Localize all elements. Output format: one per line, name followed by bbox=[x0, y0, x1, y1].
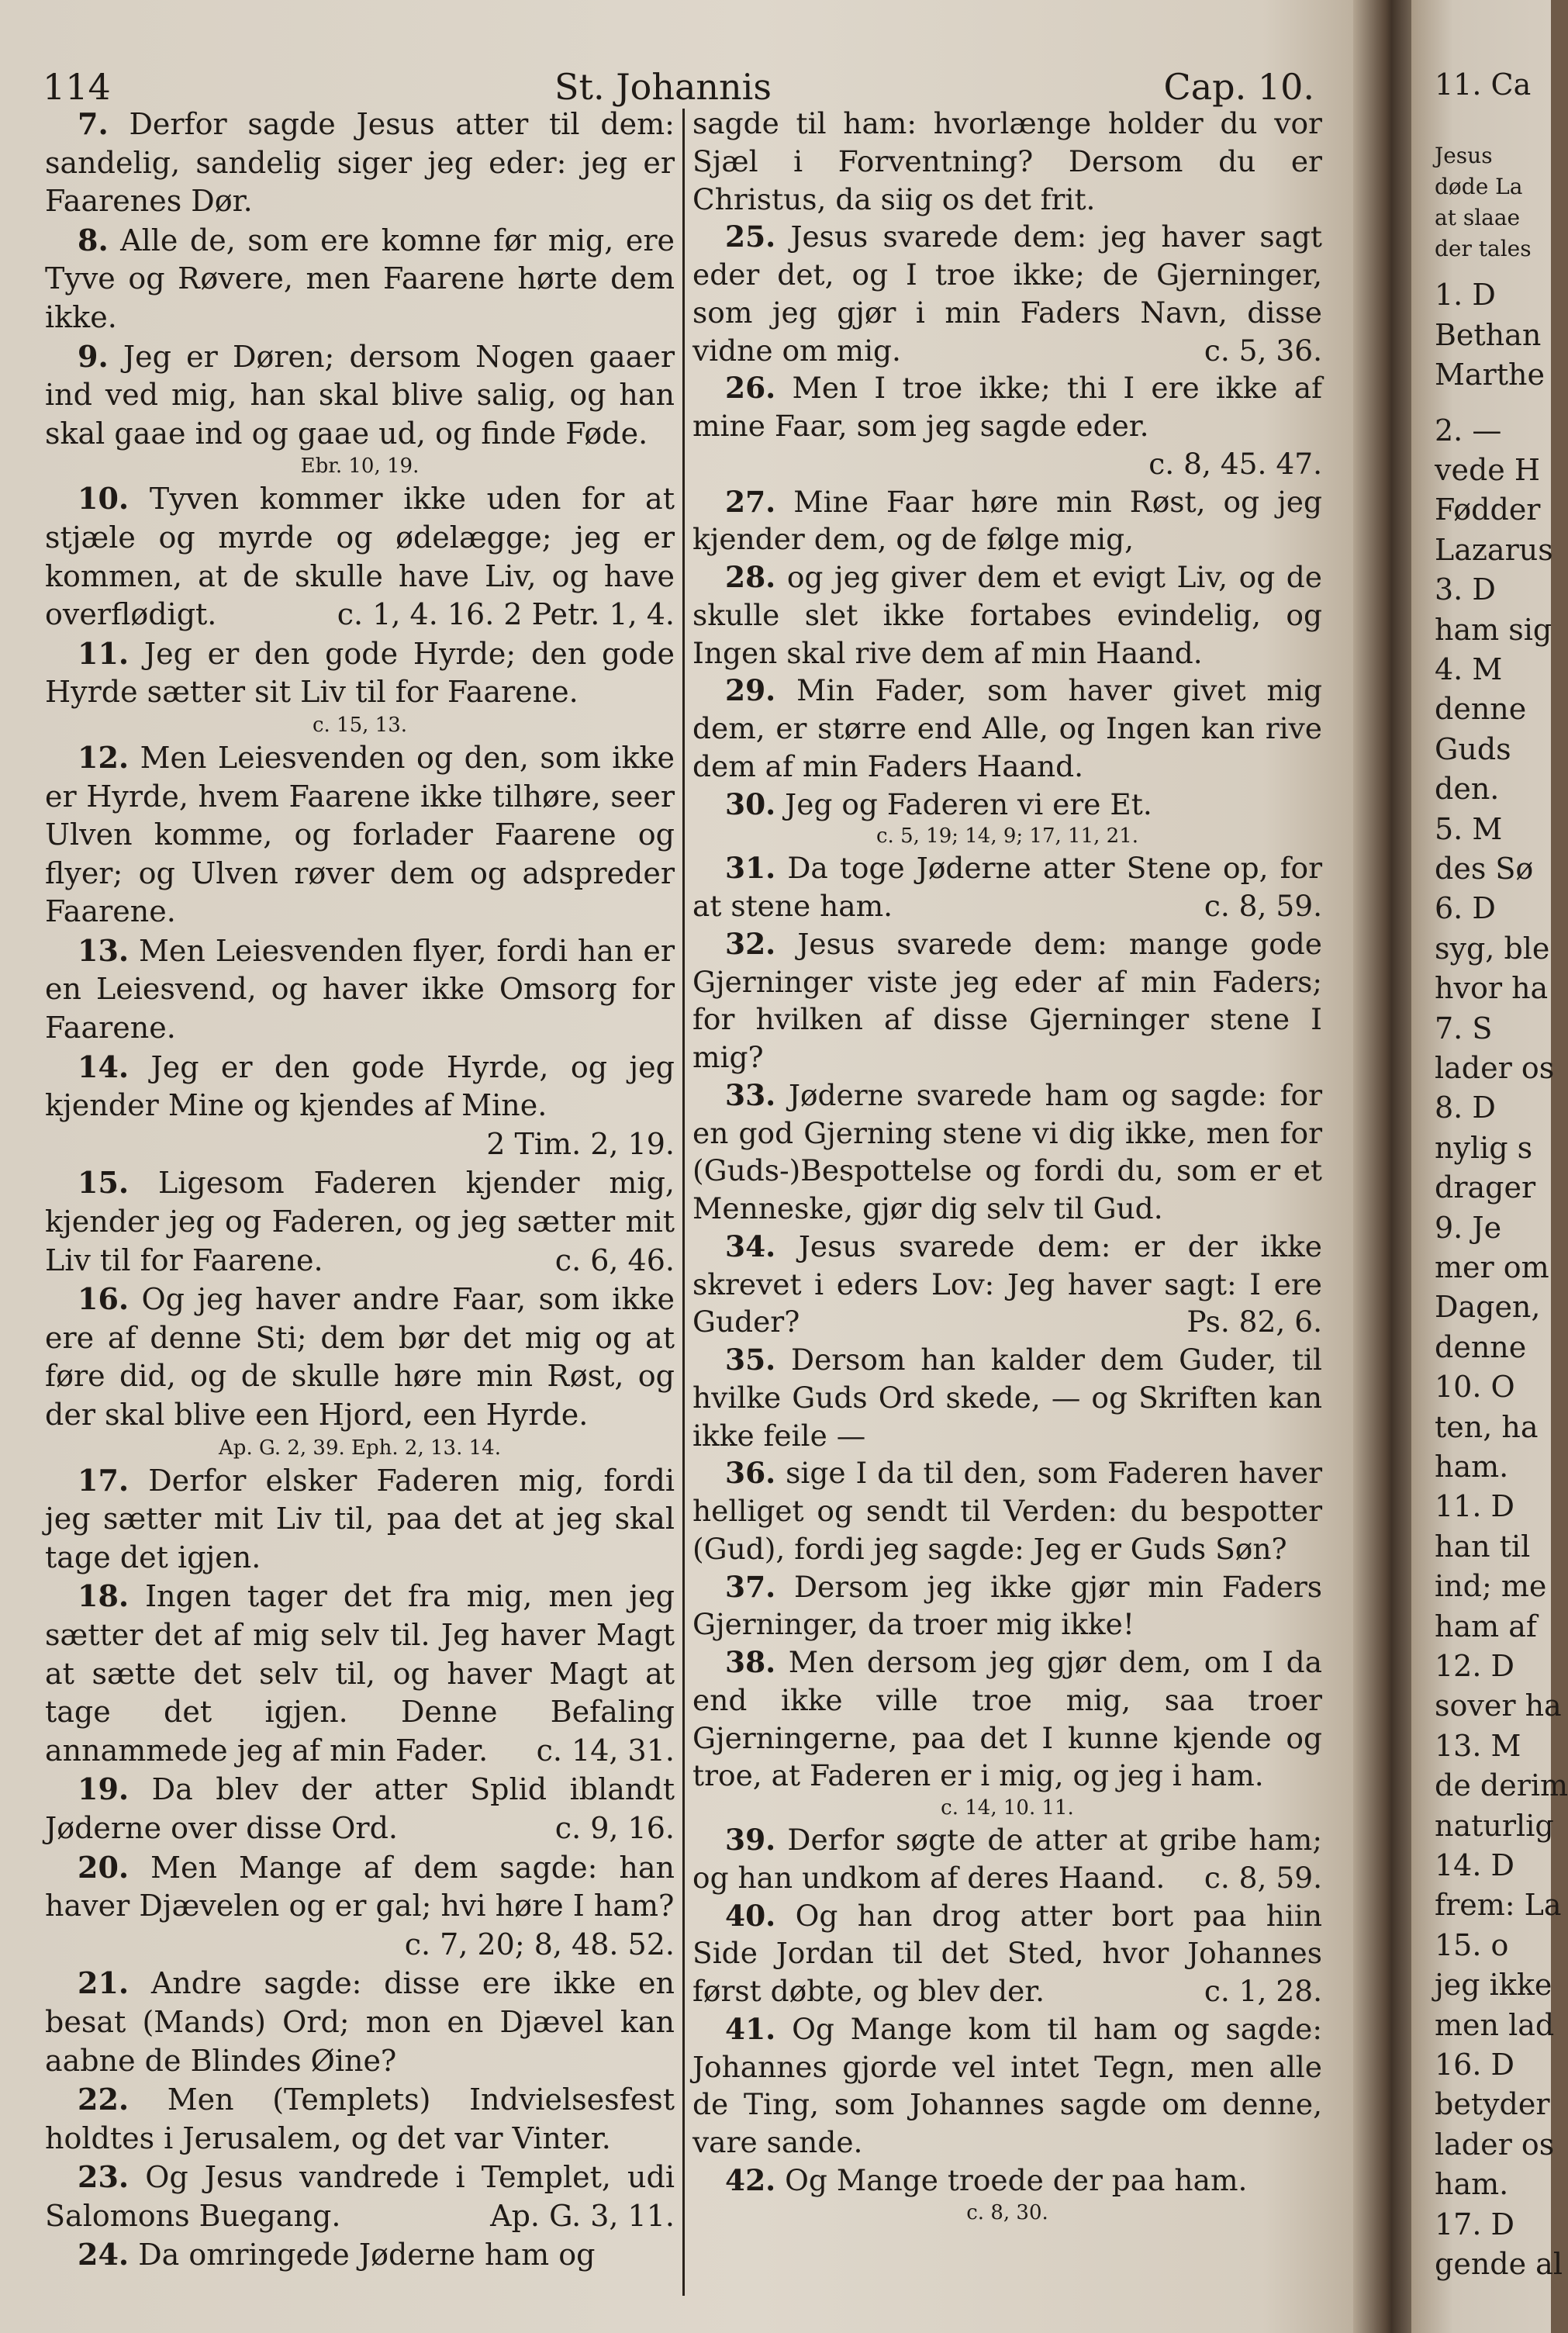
next-page-fragment: Jesus bbox=[1435, 143, 1493, 169]
verse-text: Derfor elsker Faderen mig, fordi jeg sætter mit Liv til, paa det at jeg skal tage det igjen. bbox=[45, 1463, 675, 1574]
verse bbox=[45, 1577, 675, 1770]
verse-number: 15. bbox=[78, 1165, 130, 1201]
verse-text: Men I troe ikke; thi I ere ikke af mine Faar, som jeg sagde eder. bbox=[692, 371, 1322, 443]
next-page-fragment: 1. D bbox=[1435, 278, 1496, 313]
verse-text: Men Leiesvenden og den, som ikke er Hyrde, hvem Faarene ikke tilhøre, seer Ulven komme, og forlader Faarene og flyer; og Ulven røver dem og adspreder Faarene. bbox=[45, 740, 675, 929]
next-page-fragment: Dagen, bbox=[1435, 1290, 1541, 1325]
verse-number: 28. bbox=[725, 560, 776, 594]
verse bbox=[692, 1568, 1322, 1644]
verse-number: 8. bbox=[78, 222, 109, 257]
verse bbox=[692, 2010, 1322, 2162]
page-number: 114 bbox=[43, 66, 111, 108]
verse-number: 31. bbox=[725, 851, 776, 886]
cross-reference: Ebr. 10, 19. bbox=[300, 455, 420, 479]
verse bbox=[45, 931, 675, 1048]
verse bbox=[45, 337, 675, 454]
next-page-fragment: han til bbox=[1435, 1529, 1531, 1564]
verse-text: Alle de, som ere komne før mig, ere Tyve og Røvere, men Faarene hørte dem ikke. bbox=[45, 223, 675, 334]
verse bbox=[692, 369, 1322, 482]
verse-text: Dersom han kalder dem Guder, til hvilke Guds Ord skede, — og Skriften kan ikke feile — bbox=[692, 1343, 1322, 1453]
next-page-fragment: men lad bbox=[1435, 2007, 1555, 2042]
next-page-fragment: 5. M bbox=[1435, 811, 1503, 846]
next-page-fragment: 16. D bbox=[1435, 2048, 1514, 2082]
verse-text: Og Jesus vandrede i Templet, udi Salomons Buegang. bbox=[45, 2160, 675, 2233]
verse-text: Og Mange kom til ham og sagde: Johannes gjorde vel intet Tegn, men alle de Ting, som Johannes sagde om denne, vare sande. bbox=[692, 2011, 1322, 2159]
next-page-fragment: nylig s bbox=[1435, 1130, 1533, 1165]
verse-number: 27. bbox=[725, 484, 776, 519]
verse-number: 22. bbox=[78, 2082, 130, 2117]
next-page-fragment: ham. bbox=[1435, 1450, 1509, 1484]
verse-text: Tyven kommer ikke uden for at stjæle og myrde og ødelægge; jeg er kommen, at de skulle have Liv, og have overflødigt. bbox=[45, 482, 675, 632]
verse bbox=[45, 1848, 675, 1965]
next-page-fragment: 13. M bbox=[1435, 1728, 1521, 1763]
verse-number: 35. bbox=[725, 1343, 776, 1377]
verse-reference: 2 Tim. 2, 19. bbox=[486, 1126, 675, 1161]
next-page-fragment: 6. D bbox=[1435, 891, 1496, 926]
verse-number: 40. bbox=[725, 1898, 776, 1933]
verse bbox=[692, 849, 1322, 925]
verse-reference: c. 1, 4. 16. 2 Petr. 1, 4. bbox=[337, 597, 675, 632]
verse-reference: c. 5, 36. bbox=[1204, 333, 1322, 368]
verse-number: 34. bbox=[725, 1229, 776, 1263]
next-page-fragment: 14. D bbox=[1435, 1848, 1514, 1882]
next-page-fragment: 17. D bbox=[1435, 2207, 1514, 2241]
verse bbox=[45, 2158, 675, 2235]
verse-text: Jøderne svarede ham og sagde: for en god Gjerning stene vi dig ikke, men for (Guds-)Bespottelse og fordi du, som er et Menneske, gjør dig selv til Gud. bbox=[692, 1077, 1322, 1225]
verse-text: Derfor søgte de atter at gribe ham; og han undkom af deres Haand. bbox=[692, 1823, 1322, 1895]
verse bbox=[45, 1163, 675, 1280]
cross-reference: c. 8, 30. bbox=[966, 2200, 1048, 2224]
verse-text: Men dersom jeg gjør dem, om I da end ikke ville troe mig, saa troer Gjerningerne, paa det I kunne kjende og troe, at Faderen er i mig, og jeg i ham. bbox=[692, 1645, 1323, 1793]
verse-text: Da toge Jøderne atter Stene op, for at stene ham. bbox=[692, 851, 1322, 923]
verse-reference: c. 8, 45. 47. bbox=[1148, 446, 1322, 481]
verse bbox=[45, 738, 675, 931]
next-page-fragment: Guds bbox=[1435, 731, 1511, 766]
next-page-fragment: Fødder bbox=[1435, 493, 1541, 527]
verse-number: 37. bbox=[725, 1569, 776, 1604]
next-page-fragment: 4. M bbox=[1435, 652, 1503, 686]
next-page-fragment: Marthe bbox=[1435, 358, 1545, 392]
verse-number: 30. bbox=[725, 786, 776, 821]
next-page-fragment: 12. D bbox=[1435, 1649, 1514, 1683]
verse-number: 42. bbox=[725, 2162, 776, 2197]
next-page-fragment: ham sig bbox=[1435, 612, 1552, 647]
next-page-fragment: 7. S bbox=[1435, 1011, 1493, 1046]
verse-number: 38. bbox=[725, 1645, 776, 1679]
verse bbox=[45, 1280, 675, 1434]
verse bbox=[45, 1964, 675, 2080]
next-page-fragment: ham. bbox=[1435, 2167, 1509, 2202]
verse-text: Men Mange af dem sagde: han haver Djævelen og er gal; hvi høre I ham? bbox=[45, 1850, 675, 1923]
verse bbox=[45, 2080, 675, 2158]
verse bbox=[45, 105, 675, 221]
verse bbox=[692, 1643, 1322, 1795]
verse-text: Jesus svarede dem: jeg haver sagt eder det, og I troe ikke; de Gjerninger, som jeg gjør i min Faders Navn, disse vidne om mig. bbox=[692, 219, 1323, 368]
next-page-fragment: de derim bbox=[1435, 1768, 1568, 1803]
next-page-fragment: 15. o bbox=[1435, 1927, 1509, 1962]
verse bbox=[692, 483, 1322, 559]
verse bbox=[692, 1897, 1322, 2010]
verse bbox=[45, 634, 675, 712]
cross-reference: c. 14, 10. 11. bbox=[941, 1796, 1074, 1820]
verse-text: Jeg er Døren; dersom Nogen gaaer ind ved mig, han skal blive salig, og han skal gaae ind og gaae ud, og finde Føde. bbox=[45, 339, 675, 451]
next-page-fragment: døde La bbox=[1435, 174, 1523, 200]
next-page-fragment: denne bbox=[1435, 692, 1527, 727]
verse-text: Men (Templets) Indvielsesfest holdtes i Jerusalem, og det var Vinter. bbox=[45, 2082, 675, 2155]
next-page-fragment: jeg ikke bbox=[1435, 1968, 1552, 2003]
cross-reference: c. 5, 19; 14, 9; 17, 11, 21. bbox=[876, 824, 1139, 849]
verse bbox=[692, 1454, 1322, 1567]
verse-number: 14. bbox=[78, 1049, 130, 1084]
verse-number: 9. bbox=[78, 338, 109, 374]
verse bbox=[692, 672, 1322, 785]
verse-text: Mine Faar høre min Røst, og jeg kjender dem, og de følge mig, bbox=[692, 484, 1322, 557]
text-column-right bbox=[692, 105, 1322, 2300]
verse-text: Og Mange troede der paa ham. bbox=[785, 2162, 1248, 2197]
verse-text: Da omringede Jøderne ham og bbox=[138, 2238, 596, 2273]
verse-number: 20. bbox=[78, 1849, 130, 1885]
next-page-fragment: lader os bbox=[1435, 2127, 1555, 2162]
verse-text: Dersom jeg ikke gjør min Faders Gjerninger, da troer mig ikke! bbox=[692, 1569, 1322, 1642]
verse-number: 39. bbox=[725, 1823, 776, 1857]
verse-text: Andre sagde: disse ere ikke en besat (Mands) Ord; mon en Djævel kan aabne de Blindes Øine? bbox=[45, 1966, 675, 2078]
cross-reference: c. 15, 13. bbox=[312, 713, 408, 737]
verse bbox=[692, 925, 1322, 1077]
verse bbox=[45, 1048, 675, 1164]
verse-number: 17. bbox=[78, 1462, 130, 1498]
verse-number: 21. bbox=[78, 1965, 130, 2001]
next-page-fragment: gende al bbox=[1435, 2247, 1563, 2281]
verse bbox=[45, 2235, 675, 2275]
verse-number: 33. bbox=[725, 1077, 776, 1112]
verse-text: Jeg er den gode Hyrde; den gode Hyrde sætter sit Liv til for Faarene. bbox=[45, 636, 675, 710]
verse-number: 16. bbox=[78, 1281, 130, 1317]
text-column-left bbox=[45, 105, 675, 2300]
verse bbox=[692, 105, 1322, 218]
verse-reference: c. 9, 16. bbox=[554, 1810, 675, 1845]
verse-number: 13. bbox=[78, 932, 130, 968]
verse-number: 19. bbox=[78, 1771, 130, 1807]
verse-reference: c. 7, 20; 8, 48. 52. bbox=[404, 1927, 675, 1961]
verse-text: Men Leiesvenden flyer, fordi han er en Leiesvend, og haver ikke Omsorg for Faarene. bbox=[45, 933, 675, 1046]
verse-reference: c. 1, 28. bbox=[1204, 1974, 1322, 2008]
cross-reference: Ap. G. 2, 39. Eph. 2, 13. 14. bbox=[219, 1436, 501, 1460]
next-page-fragment: frem: La bbox=[1435, 1888, 1562, 1923]
next-page-fragment: mer om bbox=[1435, 1250, 1549, 1284]
verse-reference: Ps. 82, 6. bbox=[1186, 1305, 1322, 1339]
next-page-fragment: lader os bbox=[1435, 1051, 1555, 1085]
next-page-fragment: naturlig bbox=[1435, 1808, 1554, 1843]
next-page-fragment: 11. Ca bbox=[1435, 67, 1532, 102]
verse-number: 12. bbox=[78, 739, 130, 775]
verse bbox=[692, 1228, 1322, 1341]
next-page-fragment: drager bbox=[1435, 1170, 1536, 1205]
verse-reference: Ap. G. 3, 11. bbox=[490, 2198, 675, 2233]
verse-number: 11. bbox=[78, 635, 130, 671]
verse-reference: c. 14, 31. bbox=[536, 1733, 675, 1768]
chapter-label: Cap. 10. bbox=[1163, 66, 1314, 108]
verse-text: sige I da til den, som Faderen haver helliget og sendt til Verden: du bespotter (Gud), fordi jeg sagde: Jeg er Guds Søn? bbox=[692, 1456, 1323, 1566]
verse-text: Jesus svarede dem: er der ikke skrevet i eders Lov: Jeg haver sagt: I ere Guder? bbox=[692, 1229, 1322, 1339]
next-page-fragment: Lazarus bbox=[1435, 532, 1553, 567]
verse bbox=[45, 1770, 675, 1847]
next-page-fragment: der tales bbox=[1435, 236, 1532, 262]
verse-number: 7. bbox=[78, 106, 109, 141]
next-page-fragment: des Sø bbox=[1435, 852, 1534, 886]
verse-text: og jeg giver dem et evigt Liv, og de skulle slet ikke fortabes evindelig, og Ingen skal rive dem af min Haand. bbox=[692, 560, 1323, 670]
next-page-fragment: betyder bbox=[1435, 2087, 1550, 2122]
verse-reference: c. 8, 59. bbox=[1204, 1860, 1322, 1895]
next-page-fragment: ind; me bbox=[1435, 1569, 1547, 1604]
next-page-fragment: hvor ha bbox=[1435, 971, 1549, 1006]
verse-text: Jesus svarede dem: mange gode Gjerninger viste jeg eder af min Faders; for hvilken af disse Gjerninger stene I mig? bbox=[692, 926, 1323, 1074]
next-page-fragment: den. bbox=[1435, 772, 1500, 807]
verse-number: 32. bbox=[725, 926, 776, 961]
next-page-fragment: vede H bbox=[1435, 453, 1540, 487]
verse-number: 36. bbox=[725, 1456, 776, 1491]
verse-text: Jeg og Faderen vi ere Et. bbox=[785, 786, 1152, 821]
verse-number: 23. bbox=[78, 2159, 130, 2195]
verse bbox=[692, 1821, 1322, 1897]
verse bbox=[692, 786, 1322, 824]
verse-number: 24. bbox=[78, 2237, 130, 2273]
next-page-fragment: 3. D bbox=[1435, 572, 1496, 607]
verse bbox=[692, 558, 1322, 672]
verse-reference: c. 6, 46. bbox=[554, 1243, 675, 1277]
verse bbox=[692, 1341, 1322, 1454]
column-divider bbox=[682, 109, 685, 2296]
verse-text: Og jeg haver andre Faar, som ikke ere af denne Sti; dem bør det mig og at føre did, og de skulle høre min Røst, og der skal blive een Hjord, een Hyrde. bbox=[45, 1282, 675, 1432]
verse bbox=[45, 1461, 675, 1578]
verse-number: 26. bbox=[725, 371, 776, 406]
verse bbox=[45, 221, 675, 337]
verse-text: Jeg er den gode Hyrde, og jeg kjender Mine og kjendes af Mine. bbox=[45, 1049, 675, 1123]
verse-number: 29. bbox=[725, 673, 776, 708]
verse-number: 10. bbox=[78, 481, 130, 517]
verse-number: 25. bbox=[725, 219, 776, 254]
verse bbox=[692, 1077, 1322, 1228]
verse-text: Derfor sagde Jesus atter til dem: sandelig, sandelig siger jeg eder: jeg er Faarenes Dør. bbox=[45, 107, 675, 219]
verse bbox=[692, 2162, 1322, 2200]
verse bbox=[45, 479, 675, 634]
book-page-right-edge bbox=[1411, 0, 1568, 2333]
verse-text: Min Fader, som haver givet mig dem, er større end Alle, og Ingen kan rive dem af min Faders Haand. bbox=[692, 673, 1322, 783]
next-page-fragment: denne bbox=[1435, 1329, 1527, 1364]
next-page-fragment: ten, ha bbox=[1435, 1409, 1539, 1444]
next-page-fragment: 10. O bbox=[1435, 1370, 1515, 1405]
verse-text: Ligesom Faderen kjender mig, kjender jeg og Faderen, og jeg sætter mit Liv til for Faarene. bbox=[45, 1166, 675, 1277]
next-page-fragment: syg, ble bbox=[1435, 931, 1550, 966]
next-page-fragment: 8. D bbox=[1435, 1090, 1496, 1125]
next-page-fragment: 9. Je bbox=[1435, 1210, 1502, 1245]
verse-text: sagde til ham: hvorlænge holder du vor Sjæl i Forventning? Dersom du er Christus, da siig os det frit. bbox=[692, 106, 1322, 216]
verse-number: 18. bbox=[78, 1578, 130, 1614]
verse bbox=[692, 218, 1322, 369]
next-page-fragment: at slaae bbox=[1435, 205, 1521, 231]
next-page-fragment: Bethan bbox=[1435, 317, 1542, 352]
next-page-fragment: 11. D bbox=[1435, 1489, 1514, 1524]
verse-number: 41. bbox=[725, 2011, 776, 2046]
verse-text: Ingen tager det fra mig, men jeg sætter det af mig selv til. Jeg haver Magt at sætte det selv til, og haver Magt at tage det igjen. Denne Befaling annammede jeg af min Fader. bbox=[45, 1579, 675, 1768]
next-page-fragment: 2. — bbox=[1435, 413, 1502, 448]
verse-reference: c. 8, 59. bbox=[1204, 889, 1322, 923]
verse-text: Og han drog atter bort paa hiin Side Jordan til det Sted, hvor Johannes først døbte, og blev der. bbox=[692, 1898, 1322, 2008]
verse-text: Da blev der atter Splid iblandt Jøderne over disse Ord. bbox=[45, 1772, 675, 1845]
book-title: St. Johannis bbox=[554, 66, 772, 108]
next-page-fragment: sover ha bbox=[1435, 1688, 1562, 1723]
next-page-fragment: ham af bbox=[1435, 1609, 1537, 1643]
